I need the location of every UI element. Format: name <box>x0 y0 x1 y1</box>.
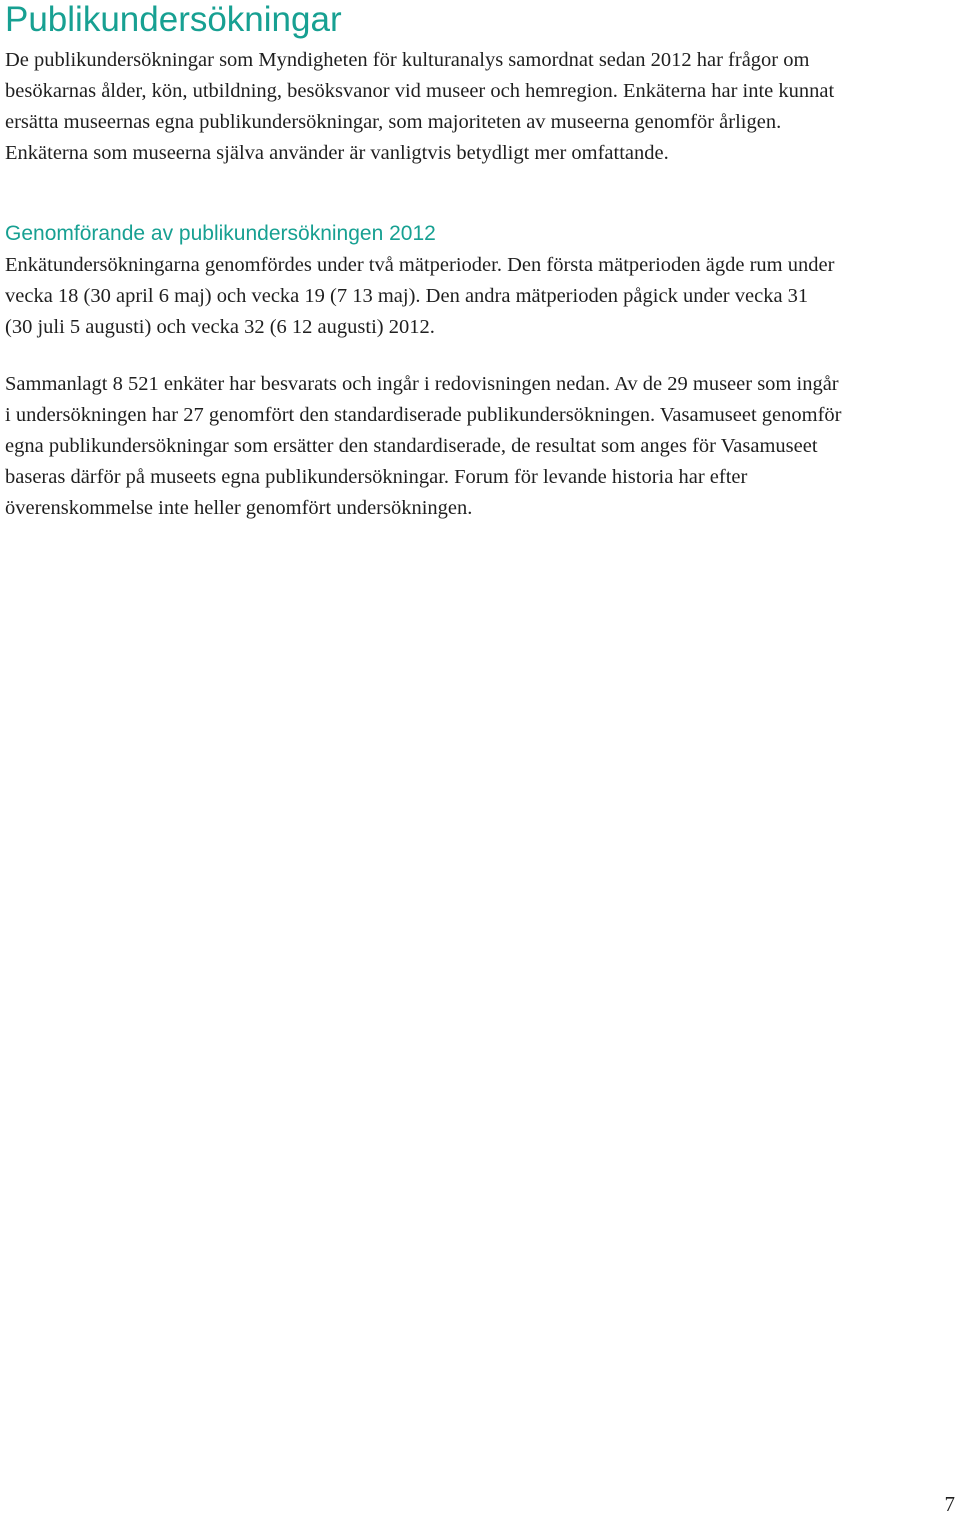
paragraph-line: Enkätundersökningarna genomfördes under två mätperioder. Den första mätperioden ägde rum under <box>5 254 835 276</box>
intro-line: besökarnas ålder, kön, utbildning, besöksvanor vid museer och hemregion. Enkäterna har inte kunnat <box>5 80 835 102</box>
paragraph-line: vecka 18 (30 april 6 maj) och vecka 19 (7 13 maj). Den andra mätperioden pågick under vecka 31 <box>5 285 809 307</box>
intro-line: ersätta museernas egna publikundersökningar, som majoriteten av museerna genomför årligen. <box>5 111 782 133</box>
paragraph-line: Sammanlagt 8 521 enkäter har besvarats och ingår i redovisningen nedan. Av de 29 museer som ingår <box>5 373 839 395</box>
section-paragraph-1 <box>5 250 955 343</box>
paragraph-line: överenskommelse inte heller genomfört undersökningen. <box>5 497 473 519</box>
section-paragraph-2 <box>5 369 955 524</box>
page-title: Publikundersökningar <box>5 0 342 39</box>
paragraph-line: egna publikundersökningar som ersätter den standardiserade, de resultat som anges för Vasamuseet <box>5 435 818 457</box>
paragraph-line: i undersökningen har 27 genomfört den standardiserade publikundersökningen. Vasamuseet genomför <box>5 404 842 426</box>
intro-line: De publikundersökningar som Myndigheten för kulturanalys samordnat sedan 2012 har frågor om <box>5 49 810 71</box>
paragraph-line: baseras därför på museets egna publikundersökningar. Forum för levande historia har efter <box>5 466 748 488</box>
intro-paragraph <box>5 45 955 169</box>
page-number: 7 <box>944 1492 955 1516</box>
intro-line: Enkäterna som museerna själva använder är vanligtvis betydligt mer omfattande. <box>5 142 669 164</box>
section-heading: Genomförande av publikundersökningen 2012 <box>5 222 436 245</box>
paragraph-line: (30 juli 5 augusti) och vecka 32 (6 12 augusti) 2012. <box>5 316 435 338</box>
